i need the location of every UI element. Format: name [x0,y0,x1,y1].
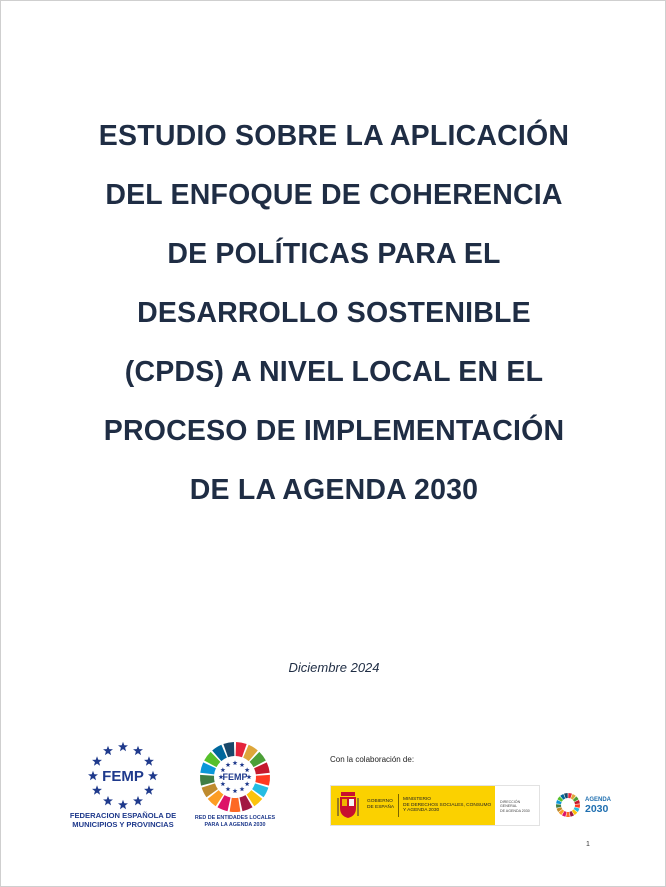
star-icon [118,742,128,751]
gobierno-name-line: DE ESPAÑA [367,804,395,810]
gobierno-logo [330,785,540,826]
star-icon [148,771,158,780]
ministry-line: Y AGENDA 2030 [403,808,440,813]
red-acronym: FEMP [222,772,248,782]
title-line: (CPDS) A NIVEL LOCAL EN EL [124,356,544,388]
star-icon [103,746,113,755]
femp-logo [67,741,179,831]
femp-star-ring-icon [67,741,179,811]
agenda-label: AGENDA [585,797,612,803]
star-icon [144,785,154,794]
sdg-wheel-icon [197,741,273,813]
directorate-name [500,800,538,813]
sdg-segment [566,812,570,817]
agenda-year: 2030 [585,803,609,815]
sdg-segment [575,804,580,808]
gobierno-divider [398,794,399,817]
title-line: PROCESO DE IMPLEMENTACIÓN [103,415,565,447]
star-icon [118,800,128,809]
femp-caption-line: FEDERACION ESPAÑOLA DE [69,811,177,820]
star-icon [88,771,98,780]
directorate-line: DE AGENDA 2030 [500,808,530,813]
ministry-name [403,797,493,814]
publication-date: Diciembre 2024 [288,660,380,675]
star-icon [133,796,143,805]
directorate-line: DIRECCIÓN GENERAL [500,800,521,809]
sdg-segment [200,775,215,786]
femp-acronym: FEMP [102,768,144,785]
gobierno-name-line: GOBIERNO [367,799,393,804]
title-line: DE POLÍTICAS PARA EL [167,238,501,270]
collaboration-label: Con la colaboración de: [330,755,415,764]
star-icon [144,756,154,765]
title-line: DE LA AGENDA 2030 [189,474,479,506]
sdg-small-wheel-icon [555,790,583,820]
femp-caption-line: MUNICIPIOS Y PROVINCIAS [72,820,174,829]
gobierno-banner [331,786,495,825]
ministry-line: MINISTERIO [403,797,431,802]
sdg-segment [230,798,241,812]
agenda-2030-logo [555,790,615,820]
red-entidades-logo [194,741,276,831]
ministry-line: DE DERECHOS SOCIALES, CONSUMO [403,802,492,808]
document-title [41,107,627,520]
red-caption [191,815,279,828]
star-icon [92,785,102,794]
sdg-segment [556,804,561,808]
page-number: 1 [586,841,590,848]
title-line: DEL ENFOQUE DE COHERENCIA [105,179,563,211]
title-line: ESTUDIO SOBRE LA APLICACIÓN [98,120,570,152]
gobierno-name [367,799,397,810]
coat-of-arms-icon [337,791,359,820]
femp-caption [67,811,179,829]
star-icon [92,756,102,765]
red-caption-line: PARA LA AGENDA 2030 [204,821,266,828]
sdg-segment [255,775,270,786]
red-caption-line: RED DE ENTIDADES LOCALES [194,815,276,821]
star-icon [103,796,113,805]
title-line: DESARROLLO SOSTENIBLE [137,297,531,329]
star-icon [133,746,143,755]
